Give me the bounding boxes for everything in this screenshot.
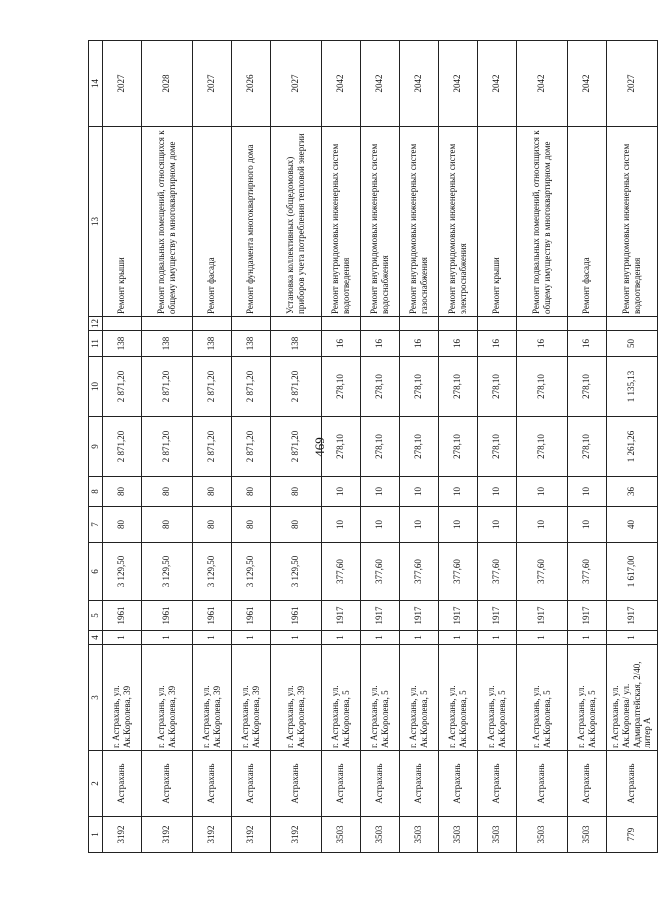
total-area-cell: 377,60 (360, 543, 399, 601)
table-row (231, 41, 270, 853)
municipality-cell: Астрахань (399, 751, 438, 817)
column-number-header: 3 (89, 645, 103, 751)
record-id-cell: 3503 (399, 817, 438, 853)
planned-year-cell: 2026 (231, 41, 270, 127)
count-cell: 1 (141, 631, 192, 645)
col8-cell: 10 (438, 477, 477, 507)
address-cell: г. Астрахань, ул. Ак.Королева, 39 (231, 645, 270, 751)
residents-cell: 16 (360, 331, 399, 357)
col12-cell (567, 317, 606, 331)
col12-cell (438, 317, 477, 331)
col8-cell: 10 (321, 477, 360, 507)
work-type-cell: Ремонт подвальных помещений, относящихся к общему имуществу в многоквартирном доме (141, 127, 192, 317)
work-type-cell: Установка коллективных (общедомовых) приборов учета потребления тепловой энергии (270, 127, 321, 317)
residents-cell: 138 (192, 331, 231, 357)
planned-year-cell: 2042 (399, 41, 438, 127)
living-area-cell: 278,10 (438, 357, 477, 417)
record-id-cell: 3503 (360, 817, 399, 853)
count-cell: 1 (438, 631, 477, 645)
work-type-cell: Ремонт внутридомовых инженерных систем газоснабжения (399, 127, 438, 317)
record-id-cell: 3503 (567, 817, 606, 853)
address-cell: г. Астрахань, ул. Ак.Королева, 39 (141, 645, 192, 751)
living-area-cell: 278,10 (399, 357, 438, 417)
col12-cell (321, 317, 360, 331)
residents-cell: 16 (321, 331, 360, 357)
year-cell: 1917 (399, 601, 438, 631)
col12-cell (102, 317, 141, 331)
record-id-cell: 3503 (321, 817, 360, 853)
year-cell: 1961 (270, 601, 321, 631)
record-id-cell: 3192 (141, 817, 192, 853)
residents-cell: 138 (102, 331, 141, 357)
municipality-cell: Астрахань (270, 751, 321, 817)
area-cell: 278,10 (516, 417, 567, 477)
work-type-cell: Ремонт внутридомовых инженерных систем электроснабжения (438, 127, 477, 317)
area-cell: 2 871,20 (270, 417, 321, 477)
table-body (102, 41, 657, 853)
year-cell: 1961 (231, 601, 270, 631)
total-area-cell: 3 129,50 (231, 543, 270, 601)
area-cell: 2 871,20 (231, 417, 270, 477)
record-id-cell: 3192 (192, 817, 231, 853)
record-id-cell: 3503 (477, 817, 516, 853)
residents-cell: 16 (477, 331, 516, 357)
record-id-cell: 779 (606, 817, 657, 853)
work-type-cell: Ремонт фундамента многоквартирного дома (231, 127, 270, 317)
area-cell: 2 871,20 (192, 417, 231, 477)
living-area-cell: 278,10 (477, 357, 516, 417)
year-cell: 1961 (192, 601, 231, 631)
col8-cell: 36 (606, 477, 657, 507)
table-row (270, 41, 321, 853)
column-number-header: 10 (89, 357, 103, 417)
column-number-header: 14 (89, 41, 103, 127)
col12-cell (141, 317, 192, 331)
address-cell: г. Астрахань, ул. Ак.Королева/ ул. Адмиралтейская, 2/40, литер А (606, 645, 657, 751)
municipality-cell: Астрахань (360, 751, 399, 817)
record-id-cell: 3192 (231, 817, 270, 853)
living-area-cell: 2 871,20 (231, 357, 270, 417)
municipality-cell: Астрахань (516, 751, 567, 817)
table-row (360, 41, 399, 853)
count-cell: 1 (477, 631, 516, 645)
col8-cell: 10 (516, 477, 567, 507)
total-area-cell: 377,60 (477, 543, 516, 601)
record-id-cell: 3503 (516, 817, 567, 853)
area-cell: 278,10 (399, 417, 438, 477)
area-cell: 278,10 (477, 417, 516, 477)
living-area-cell: 278,10 (567, 357, 606, 417)
column-number-header: 6 (89, 543, 103, 601)
address-cell: г. Астрахань, ул. Ак.Королева, 5 (399, 645, 438, 751)
year-cell: 1961 (141, 601, 192, 631)
col8-cell: 80 (141, 477, 192, 507)
work-type-cell: Ремонт внутридомовых инженерных систем водоотведения (321, 127, 360, 317)
column-number-header: 4 (89, 631, 103, 645)
residents-cell: 138 (270, 331, 321, 357)
residents-cell: 16 (399, 331, 438, 357)
address-cell: г. Астрахань, ул. Ак.Королева, 5 (438, 645, 477, 751)
col12-cell (516, 317, 567, 331)
municipality-cell: Астрахань (438, 751, 477, 817)
work-type-cell: Ремонт крыши (102, 127, 141, 317)
planned-year-cell: 2027 (606, 41, 657, 127)
count-cell: 1 (102, 631, 141, 645)
municipality-cell: Астрахань (141, 751, 192, 817)
residents-cell: 16 (516, 331, 567, 357)
col12-cell (270, 317, 321, 331)
col7-cell: 80 (141, 507, 192, 543)
col12-cell (360, 317, 399, 331)
col7-cell: 10 (321, 507, 360, 543)
total-area-cell: 377,60 (321, 543, 360, 601)
count-cell: 1 (606, 631, 657, 645)
municipality-cell: Астрахань (606, 751, 657, 817)
rotated-table-container (88, 41, 653, 853)
col12-cell (606, 317, 657, 331)
year-cell: 1917 (360, 601, 399, 631)
col7-cell: 80 (192, 507, 231, 543)
planned-year-cell: 2027 (102, 41, 141, 127)
table-row (192, 41, 231, 853)
year-cell: 1917 (516, 601, 567, 631)
residents-cell: 138 (231, 331, 270, 357)
area-cell: 278,10 (321, 417, 360, 477)
table-row (141, 41, 192, 853)
col8-cell: 80 (192, 477, 231, 507)
living-area-cell: 2 871,20 (192, 357, 231, 417)
municipality-cell: Астрахань (192, 751, 231, 817)
col7-cell: 80 (102, 507, 141, 543)
count-cell: 1 (399, 631, 438, 645)
count-cell: 1 (360, 631, 399, 645)
repair-schedule-table (88, 40, 658, 853)
count-cell: 1 (270, 631, 321, 645)
municipality-cell: Астрахань (321, 751, 360, 817)
address-cell: г. Астрахань, ул. Ак.Королева, 5 (360, 645, 399, 751)
area-cell: 2 871,20 (141, 417, 192, 477)
planned-year-cell: 2042 (567, 41, 606, 127)
area-cell: 278,10 (360, 417, 399, 477)
table-row (438, 41, 477, 853)
residents-cell: 16 (438, 331, 477, 357)
col12-cell (192, 317, 231, 331)
column-number-header: 11 (89, 331, 103, 357)
col7-cell: 10 (567, 507, 606, 543)
col12-cell (477, 317, 516, 331)
column-number-header: 8 (89, 477, 103, 507)
col8-cell: 10 (399, 477, 438, 507)
planned-year-cell: 2028 (141, 41, 192, 127)
page-number: 469 (312, 437, 327, 457)
municipality-cell: Астрахань (477, 751, 516, 817)
total-area-cell: 1 617,00 (606, 543, 657, 601)
area-cell: 1 261,26 (606, 417, 657, 477)
count-cell: 1 (321, 631, 360, 645)
living-area-cell: 2 871,20 (270, 357, 321, 417)
total-area-cell: 377,60 (516, 543, 567, 601)
planned-year-cell: 2027 (270, 41, 321, 127)
work-type-cell: Ремонт фасада (567, 127, 606, 317)
col7-cell: 10 (399, 507, 438, 543)
total-area-cell: 3 129,50 (192, 543, 231, 601)
work-type-cell: Ремонт фасада (192, 127, 231, 317)
col7-cell: 10 (516, 507, 567, 543)
col7-cell: 80 (270, 507, 321, 543)
column-number-header: 2 (89, 751, 103, 817)
residents-cell: 138 (141, 331, 192, 357)
planned-year-cell: 2042 (321, 41, 360, 127)
col12-cell (231, 317, 270, 331)
year-cell: 1917 (321, 601, 360, 631)
total-area-cell: 377,60 (567, 543, 606, 601)
total-area-cell: 377,60 (438, 543, 477, 601)
table-row (321, 41, 360, 853)
record-id-cell: 3503 (438, 817, 477, 853)
col7-cell: 40 (606, 507, 657, 543)
year-cell: 1961 (102, 601, 141, 631)
col8-cell: 10 (477, 477, 516, 507)
total-area-cell: 377,60 (399, 543, 438, 601)
col7-cell: 10 (477, 507, 516, 543)
address-cell: г. Астрахань, ул. Ак.Королева, 39 (270, 645, 321, 751)
count-cell: 1 (192, 631, 231, 645)
count-cell: 1 (516, 631, 567, 645)
col8-cell: 80 (231, 477, 270, 507)
area-cell: 278,10 (567, 417, 606, 477)
living-area-cell: 2 871,20 (102, 357, 141, 417)
work-type-cell: Ремонт внутридомовых инженерных систем водоснабжения (360, 127, 399, 317)
record-id-cell: 3192 (270, 817, 321, 853)
area-cell: 2 871,20 (102, 417, 141, 477)
living-area-cell: 2 871,20 (141, 357, 192, 417)
col8-cell: 80 (270, 477, 321, 507)
planned-year-cell: 2042 (477, 41, 516, 127)
work-type-cell: Ремонт внутридомовых инженерных систем водоотведения (606, 127, 657, 317)
column-number-header: 7 (89, 507, 103, 543)
col7-cell: 10 (438, 507, 477, 543)
planned-year-cell: 2027 (192, 41, 231, 127)
total-area-cell: 3 129,50 (141, 543, 192, 601)
column-number-header: 12 (89, 317, 103, 331)
area-cell: 278,10 (438, 417, 477, 477)
year-cell: 1917 (438, 601, 477, 631)
address-cell: г. Астрахань, ул. Ак.Королева, 39 (102, 645, 141, 751)
col7-cell: 10 (360, 507, 399, 543)
table-row (399, 41, 438, 853)
table-row (606, 41, 657, 853)
record-id-cell: 3192 (102, 817, 141, 853)
total-area-cell: 3 129,50 (270, 543, 321, 601)
municipality-cell: Астрахань (102, 751, 141, 817)
municipality-cell: Астрахань (567, 751, 606, 817)
col8-cell: 80 (102, 477, 141, 507)
column-number-header: 9 (89, 417, 103, 477)
column-number-row (89, 41, 103, 853)
planned-year-cell: 2042 (438, 41, 477, 127)
table-row (567, 41, 606, 853)
table-row (477, 41, 516, 853)
work-type-cell: Ремонт крыши (477, 127, 516, 317)
address-cell: г. Астрахань, ул. Ак.Королева, 5 (477, 645, 516, 751)
column-number-header: 5 (89, 601, 103, 631)
count-cell: 1 (231, 631, 270, 645)
year-cell: 1917 (606, 601, 657, 631)
work-type-cell: Ремонт подвальных помещений, относящихся к общему имуществу в многоквартирном доме (516, 127, 567, 317)
residents-cell: 16 (567, 331, 606, 357)
col7-cell: 80 (231, 507, 270, 543)
municipality-cell: Астрахань (231, 751, 270, 817)
living-area-cell: 1 135,13 (606, 357, 657, 417)
address-cell: г. Астрахань, ул. Ак.Королева, 39 (192, 645, 231, 751)
year-cell: 1917 (567, 601, 606, 631)
col12-cell (399, 317, 438, 331)
living-area-cell: 278,10 (321, 357, 360, 417)
count-cell: 1 (567, 631, 606, 645)
living-area-cell: 278,10 (360, 357, 399, 417)
year-cell: 1917 (477, 601, 516, 631)
living-area-cell: 278,10 (516, 357, 567, 417)
column-number-header: 13 (89, 127, 103, 317)
table-row (102, 41, 141, 853)
address-cell: г. Астрахань, ул. Ак.Королева, 5 (516, 645, 567, 751)
address-cell: г. Астрахань, ул. Ак.Королева, 5 (321, 645, 360, 751)
total-area-cell: 3 129,50 (102, 543, 141, 601)
address-cell: г. Астрахань, ул. Ак.Королева, 5 (567, 645, 606, 751)
col8-cell: 10 (567, 477, 606, 507)
col8-cell: 10 (360, 477, 399, 507)
planned-year-cell: 2042 (516, 41, 567, 127)
planned-year-cell: 2042 (360, 41, 399, 127)
residents-cell: 50 (606, 331, 657, 357)
column-number-header: 1 (89, 817, 103, 853)
table-row (516, 41, 567, 853)
